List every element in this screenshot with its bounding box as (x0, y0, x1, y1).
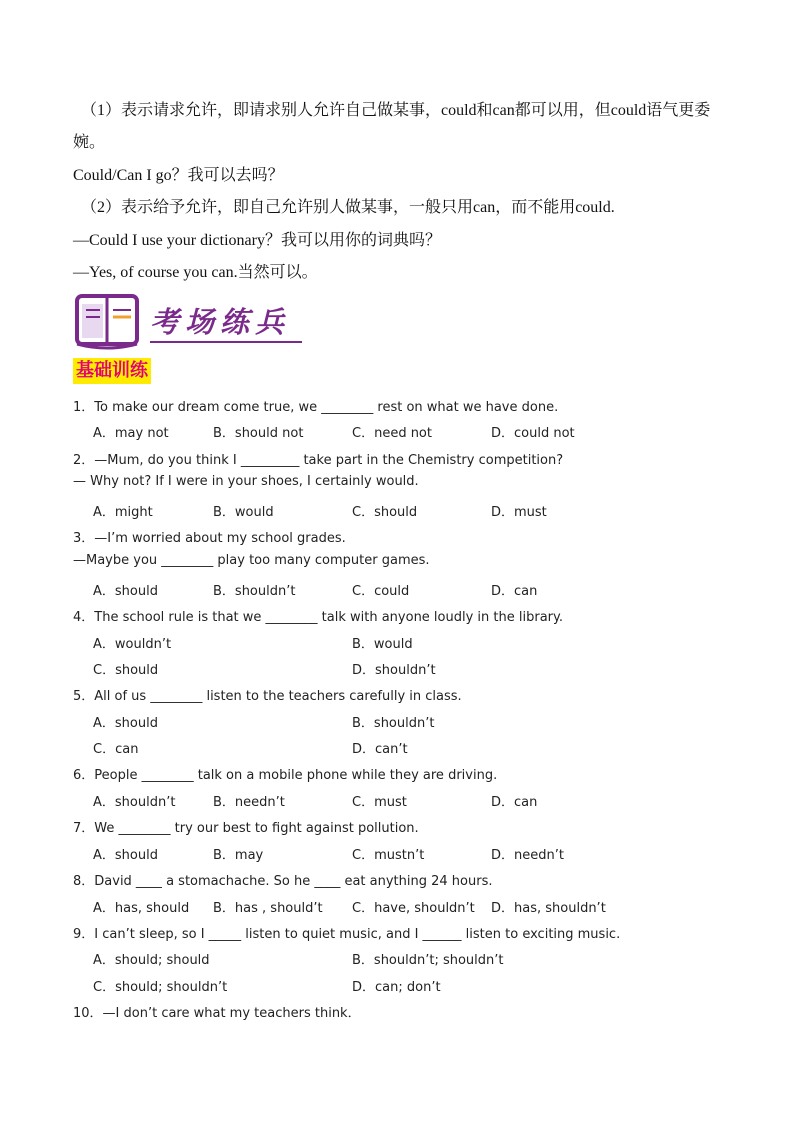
option-c[interactable]: C．should (93, 663, 159, 678)
option-c[interactable]: C．could (352, 584, 410, 599)
option-a[interactable]: A．should (93, 584, 158, 599)
section-label: 基础训练 (73, 358, 151, 384)
option-b[interactable]: B．should not (213, 426, 304, 441)
option-b[interactable]: B．would (213, 505, 274, 520)
question-stem-line-2: —Maybe you ________ play too many computer games. (73, 553, 430, 568)
option-d[interactable]: D．has, shouldn’t (491, 901, 606, 916)
option-c[interactable]: C．must (352, 795, 407, 810)
option-a[interactable]: A．should (93, 716, 158, 731)
option-c[interactable]: C．have, shouldn’t (352, 901, 475, 916)
intro-line-6: —Yes, of course you can.当然可以。 (73, 264, 318, 281)
option-c[interactable]: C．should; shouldn’t (93, 980, 228, 995)
option-c[interactable]: C．should (352, 505, 418, 520)
question-stem: 7．We ________ try our best to fight against pollution. (73, 821, 419, 836)
banner-underline (150, 341, 302, 343)
option-d[interactable]: D．can’t (352, 742, 408, 757)
question-stem: 5．All of us ________ listen to the teachers carefully in class. (73, 689, 462, 704)
intro-line-4: （2）表示给予允许，即自己允许别人做某事，一般只用can，而不能用could. (81, 199, 615, 216)
option-b[interactable]: B．shouldn’t (352, 716, 435, 731)
option-a[interactable]: A．might (93, 505, 153, 520)
option-b[interactable]: B．needn’t (213, 795, 285, 810)
option-b[interactable]: B．has , should’t (213, 901, 323, 916)
option-a[interactable]: A．has, should (93, 901, 190, 916)
question-stem: 9．I can’t sleep, so I _____ listen to quiet music, and I ______ listen to exciting music. (73, 927, 621, 942)
option-b[interactable]: B．shouldn’t (213, 584, 296, 599)
option-d[interactable]: D．must (491, 505, 547, 520)
option-a[interactable]: A．shouldn’t (93, 795, 176, 810)
intro-line-2: 婉。 (73, 134, 106, 151)
option-b[interactable]: B．shouldn’t; shouldn’t (352, 953, 504, 968)
option-b[interactable]: B．may (213, 848, 264, 863)
option-a[interactable]: A．wouldn’t (93, 637, 172, 652)
option-d[interactable]: D．needn’t (491, 848, 564, 863)
option-a[interactable]: A．should (93, 848, 158, 863)
option-d[interactable]: D．could not (491, 426, 575, 441)
question-stem: 10．—I don’t care what my teachers think． (73, 1006, 361, 1021)
option-c[interactable]: C．mustn’t (352, 848, 425, 863)
option-a[interactable]: A．may not (93, 426, 169, 441)
option-d[interactable]: D．can (491, 795, 538, 810)
question-stem-line-2: — Why not? If I were in your shoes, I certainly would. (73, 474, 419, 489)
question-stem: 8．David ____ a stomachache. So he ____ eat anything 24 hours. (73, 874, 493, 889)
option-c[interactable]: C．need not (352, 426, 432, 441)
intro-line-5: —Could I use your dictionary？我可以用你的词典吗？ (73, 232, 441, 249)
question-stem: 3．—I’m worried about my school grades. (73, 531, 346, 546)
intro-line-1: （1）表示请求允许，即请求别人允许自己做某事，could和can都可以用，但could语气更委 (81, 102, 711, 119)
question-stem: 1．To make our dream come true, we ________ rest on what we have done. (73, 400, 559, 415)
option-a[interactable]: A．should; should (93, 953, 210, 968)
option-b[interactable]: B．would (352, 637, 413, 652)
option-c[interactable]: C．can (93, 742, 139, 757)
question-stem: 2．—Mum, do you think I _________ take part in the Chemistry competition? (73, 453, 564, 468)
option-d[interactable]: D．shouldn’t (352, 663, 436, 678)
option-d[interactable]: D．can; don’t (352, 980, 441, 995)
question-stem: 6．People ________ talk on a mobile phone while they are driving. (73, 768, 498, 783)
question-stem: 4．The school rule is that we ________ talk with anyone loudly in the library. (73, 610, 563, 625)
banner-title: 考场练兵 (150, 305, 291, 339)
option-d[interactable]: D．can (491, 584, 538, 599)
intro-line-3: Could/Can I go？我可以去吗？ (73, 167, 284, 184)
